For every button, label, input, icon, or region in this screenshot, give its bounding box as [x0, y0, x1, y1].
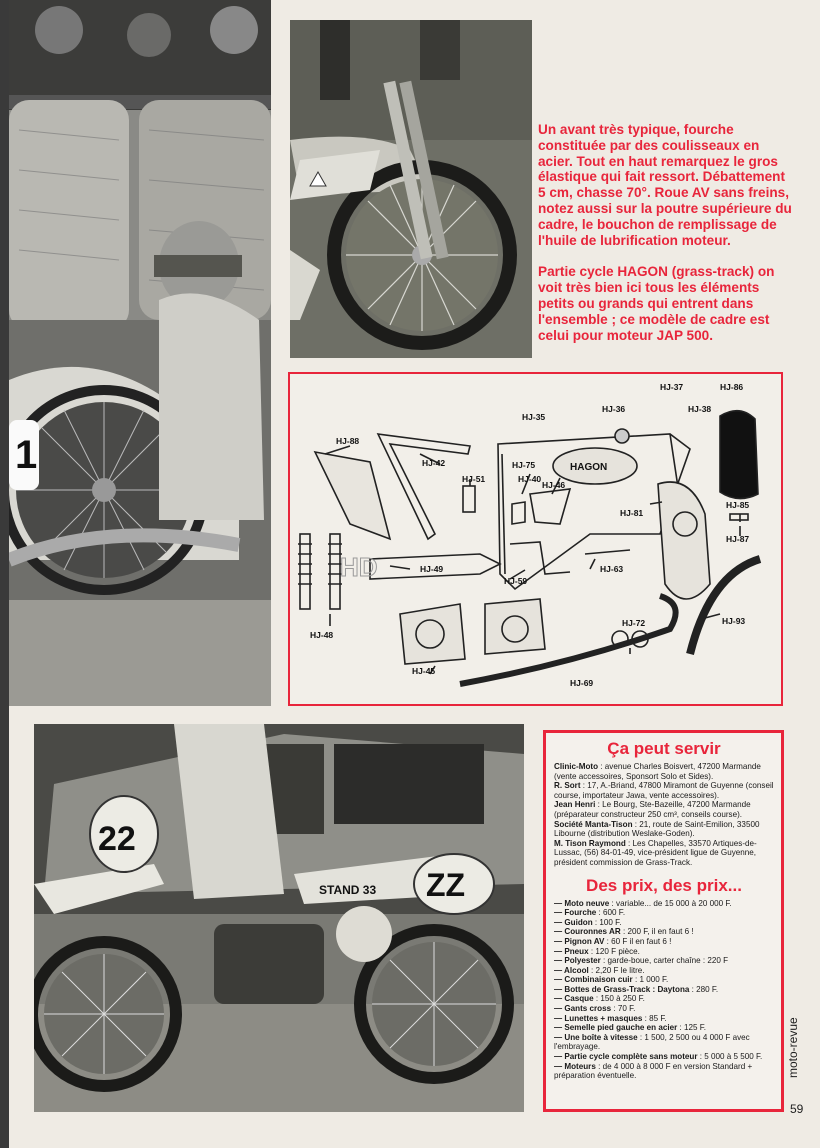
- price-item: — Une boîte à vitesse : 1 500, 2 500 ou 4 000 F avec l'embrayage.: [554, 1032, 750, 1052]
- contact-entry: Société Manta-Tison : 21, route de Saint-Emilion, 33500 Libourne (distribution Weslake-Goden).: [554, 819, 760, 839]
- caption-fork: Un avant très typique, fourche constituée par des coulisseaux en acier. Tout en haut remarquez le gros élastique qui fait ressort. Débattement 5 cm, chasse 70°. Roue AV sans freins, notez aussi sur la poutre supérieure du cadre, le bouchon de remplissage de l'huile de lubrification moteur.: [538, 122, 792, 248]
- photo-grass-track-bike: [34, 724, 524, 1112]
- label-hj-45: HJ-45: [412, 666, 436, 676]
- label-hj-42: HJ-42: [422, 458, 446, 468]
- contact-entry: Jean Henri : Le Bourg, Ste-Bazeille, 47200 Marmande (préparateur constructeur 250 cm³, conseils course).: [554, 800, 751, 819]
- label-hj-85: HJ-85: [726, 500, 750, 510]
- page-number: 59: [790, 1102, 804, 1116]
- contacts-list: [554, 762, 774, 868]
- label-hj-38: HJ-38: [688, 404, 712, 414]
- price-item: — Lunettes + masques : 85 F.: [554, 1013, 667, 1023]
- price-item: — Couronnes AR : 200 F, il en faut 6 !: [554, 927, 694, 937]
- magazine-name: moto-revue: [786, 1017, 800, 1078]
- price-item: — Gants cross : 70 F.: [554, 1004, 636, 1014]
- tank-brand: HAGON: [570, 462, 608, 473]
- label-hj-86: HJ-86: [720, 382, 744, 392]
- price-item: — Casque : 150 à 250 F.: [554, 994, 645, 1004]
- photo-sidecar-rider: [9, 0, 271, 706]
- label-hj-88: HJ-88: [336, 436, 360, 446]
- price-item: — Pignon AV : 60 F il en faut 6 !: [554, 936, 672, 946]
- caption-frame: Partie cycle HAGON (grass-track) on voit très bien ici tous les éléments petits ou grands qui entrent dans l'ensemble ; ce modèle de cadre est celui pour moteur JAP 500.: [538, 264, 775, 343]
- prices-list: [554, 899, 774, 1081]
- label-hj-48: HJ-48: [310, 630, 334, 640]
- price-item: — Semelle pied gauche en acier : 125 F.: [554, 1023, 707, 1033]
- photo-front-fork: [290, 20, 532, 358]
- label-hj-49: HJ-49: [420, 564, 444, 574]
- contact-entry: R. Sort : 17, A.-Briand, 47800 Miramont de Guyenne (conseil course, importateur Jawa, vente accessoires).: [554, 781, 774, 800]
- contact-entry: Clinic-Moto : avenue Charles Boisvert, 47200 Marmande (vente accessoires, Sponsort Solo et Sides).: [554, 762, 761, 781]
- parts-diagram: [288, 372, 783, 706]
- info-box: [543, 730, 784, 1112]
- tank-number: ZZ: [426, 867, 466, 903]
- seat-text: STAND 33: [319, 883, 377, 897]
- useful-contacts-heading: Ça peut servir: [607, 739, 721, 758]
- contact-entry: M. Tison Raymond : Les Chapelles, 33570 Artiques-de-Lussac, (56) 84-01-49, vice-président ligue de Guyenne, président commission de Grass-Track.: [554, 838, 757, 867]
- number-plate: 22: [98, 820, 136, 858]
- label-hj-69: HJ-69: [570, 678, 594, 688]
- price-item: — Moto neuve : variable... de 15 000 à 20 000 F.: [554, 898, 732, 908]
- label-hj-93: HJ-93: [722, 616, 746, 626]
- label-hj-40: HJ-40: [518, 474, 542, 484]
- price-item: — Bottes de Grass-Track : Daytona : 280 F.: [554, 984, 719, 994]
- price-item: — Moteurs : de 4 000 à 8 000 F en version Standard + préparation éventuelle.: [554, 1061, 753, 1081]
- price-item: — Combinaison cuir : 1 000 F.: [554, 975, 669, 985]
- price-item: — Partie cycle complète sans moteur : 5 000 à 5 500 F.: [554, 1052, 763, 1062]
- label-hj-72: HJ-72: [622, 618, 646, 628]
- price-item: — Fourche : 600 F.: [554, 908, 626, 918]
- sidecar-number: 1: [15, 433, 38, 477]
- page-edge: [0, 0, 9, 1148]
- photo-caption: [538, 122, 794, 359]
- price-item: — Polyester : garde-boue, carter chaîne : 220 F: [554, 956, 729, 966]
- label-hj-35: HJ-35: [522, 412, 546, 422]
- watermark-text: HD: [340, 552, 378, 582]
- label-hj-63: HJ-63: [600, 564, 624, 574]
- label-hj-75: HJ-75: [512, 460, 536, 470]
- price-item: — Alcool : 2,20 F le litre.: [554, 965, 645, 975]
- label-hj-51: HJ-51: [462, 474, 486, 484]
- label-hj-59: HJ-59: [504, 576, 528, 586]
- price-item: — Guidon : 100 F.: [554, 917, 622, 927]
- prices-heading: Des prix, des prix...: [586, 875, 742, 895]
- label-hj-36: HJ-36: [602, 404, 626, 414]
- price-item: — Pneux : 120 F pièce.: [554, 946, 640, 956]
- label-hj-46: HJ-46: [542, 480, 566, 490]
- label-hj-87: HJ-87: [726, 534, 750, 544]
- label-hj-37: HJ-37: [660, 382, 684, 392]
- label-hj-81: HJ-81: [620, 508, 644, 518]
